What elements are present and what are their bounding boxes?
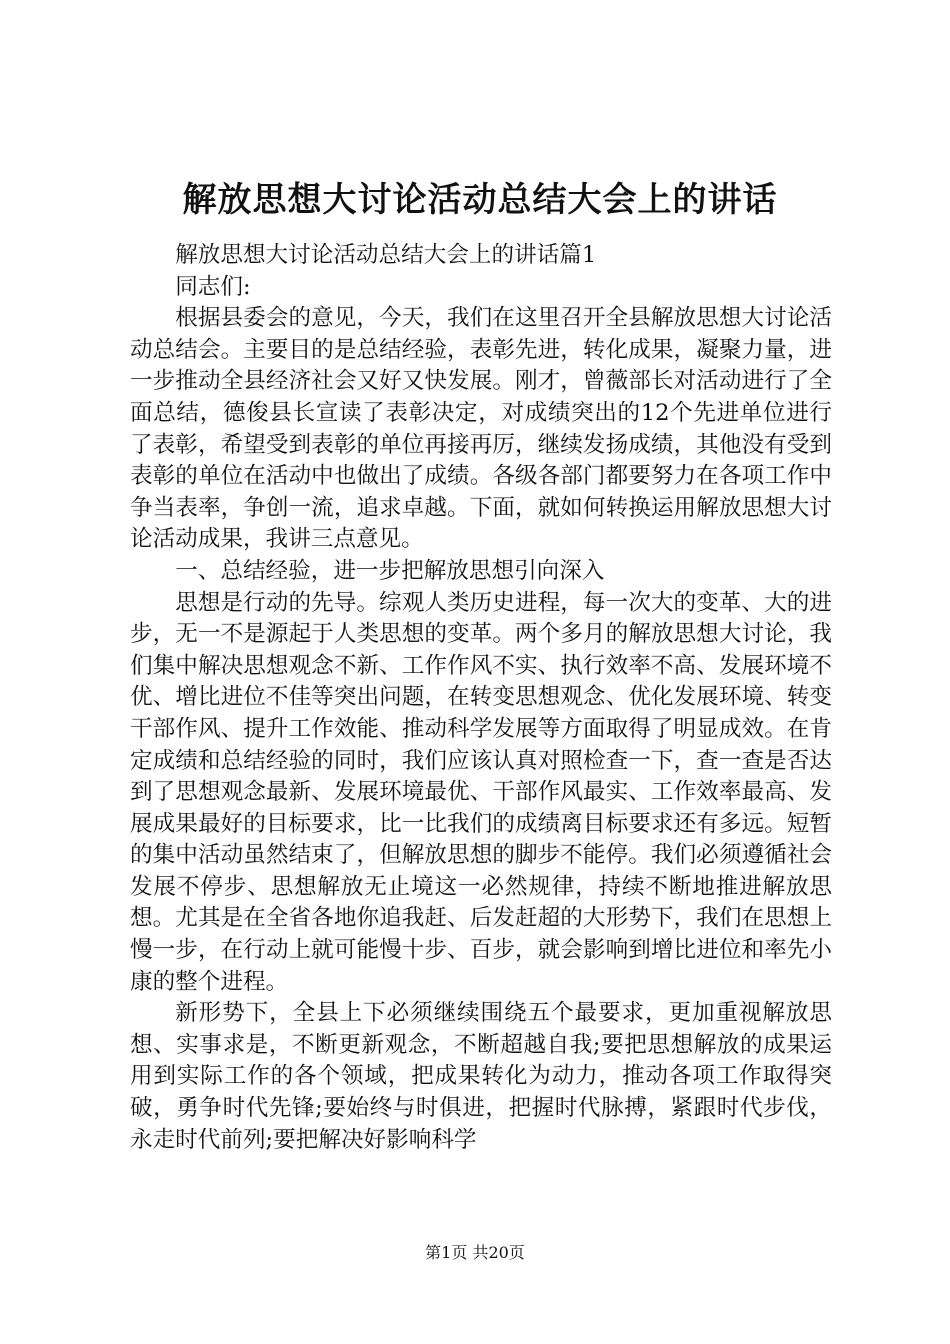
document-body	[130, 240, 832, 1156]
paragraph-1: 根据县委会的意见，今天，我们在这里召开全县解放思想大讨论活动总结会。主要目的是总结经验，表彰先进，转化成果，凝聚力量，进一步推动全县经济社会又好又快发展。刚才，曾薇部长对活动进行了全面总结，德俊县长宣读了表彰决定，对成绩突出的12个先进单位进行了表彰，希望受到表彰的单位再接再厉，继续发扬成绩，其他没有受到表彰的单位在活动中也做出了成绩。各级各部门都要努力在各项工作中争当表率，争创一流，追求卓越。下面，就如何转换运用解放思想大讨论活动成果，我讲三点意见。	[130, 305, 832, 553]
document-title: 解放思想大讨论活动总结大会上的讲话	[182, 180, 778, 220]
salutation: 同志们:	[175, 273, 251, 300]
page-footer: 第1页 共20页	[425, 1243, 525, 1262]
paragraph-3: 新形势下，全县上下必须继续围绕五个最要求，更加重视解放思想、实事求是，不断更新观念，不断超越自我;要把思想解放的成果运用到实际工作的各个领域，把成果转化为动力，推动各项工作取得突破，勇争时代先锋;要始终与时俱进，把握时代脉搏，紧跟时代步伐，永走时代前列;要把解决好影响科学	[130, 1000, 832, 1153]
document-subtitle: 解放思想大讨论活动总结大会上的讲话篇1	[175, 242, 597, 268]
section-heading-1: 一、总结经验，进一步把解放思想引向深入	[175, 557, 605, 584]
paragraph-2: 思想是行动的先导。综观人类历史进程，每一次大的变革、大的进步，无一不是源起于人类思想的变革。两个多月的解放思想大讨论，我们集中解决思想观念不新、工作作风不实、执行效率不高、发展环境不优、增比进位不佳等突出问题，在转变思想观念、优化发展环境、转变干部作风、提升工作效能、推动科学发展等方面取得了明显成效。在肯定成绩和总结经验的同时，我们应该认真对照检查一下，查一查是否达到了思想观念最新、发展环境最优、干部作风最实、工作效率最高、发展成果最好的目标要求，比一比我们的成绩离目标要求还有多远。短暂的集中活动虽然结束了，但解放思想的脚步不能停。我们必须遵循社会发展不停步、思想解放无止境这一必然规律，持续不断地推进解放思想。尤其是在全省各地你追我赶、后发赶超的大形势下，我们在思想上慢一步，在行动上就可能慢十步、百步，就会影响到增比进位和率先小康的整个进程。	[130, 589, 832, 995]
